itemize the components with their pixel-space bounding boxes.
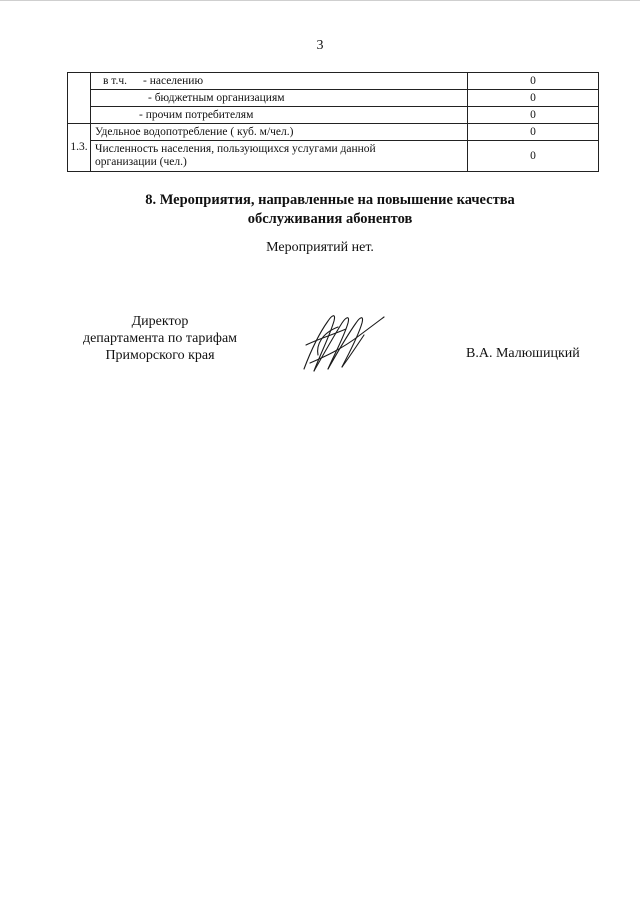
position-line: Директор [131,314,189,329]
signer-name: В.А. Малюшицкий [466,346,580,361]
table-row [68,90,599,107]
table-row [68,107,599,124]
section-title [100,191,560,229]
signer-position [55,313,265,364]
row-label-cell [91,73,468,90]
row-value-cell: 0 [468,90,599,107]
row-value-cell: 0 [468,124,599,141]
position-line: департамента по тарифам [82,331,238,346]
handwritten-signature [298,305,388,377]
row-value-cell: 0 [468,107,599,124]
row-label: - населению [143,74,204,87]
row-label-cell: - бюджетным организациям [91,90,468,107]
no-events-text: Мероприятий нет. [266,240,374,255]
row-label-cell: Численность населения, пользующихся услугами данной организации (чел.) [91,141,468,172]
row-label-cell: - прочим потребителям [91,107,468,124]
row-number-cell [68,73,91,124]
row-number-cell: 1.3. [68,124,91,172]
page-number: 3 [316,38,324,53]
section-title-line: обслуживания абонентов [247,211,413,227]
page-top-border [0,0,640,1]
row-prefix: в т.ч. [103,74,127,87]
table-row [68,124,599,141]
row-label-cell: Удельное водопотребление ( куб. м/чел.) [91,124,468,141]
row-value-cell: 0 [468,141,599,172]
table-row [68,73,599,90]
position-line: Приморского края [105,348,215,363]
row-value-cell: 0 [468,73,599,90]
table-row [68,141,599,172]
indicators-table [67,72,599,172]
section-title-line: 8. Мероприятия, направленные на повышение качества [145,192,515,208]
